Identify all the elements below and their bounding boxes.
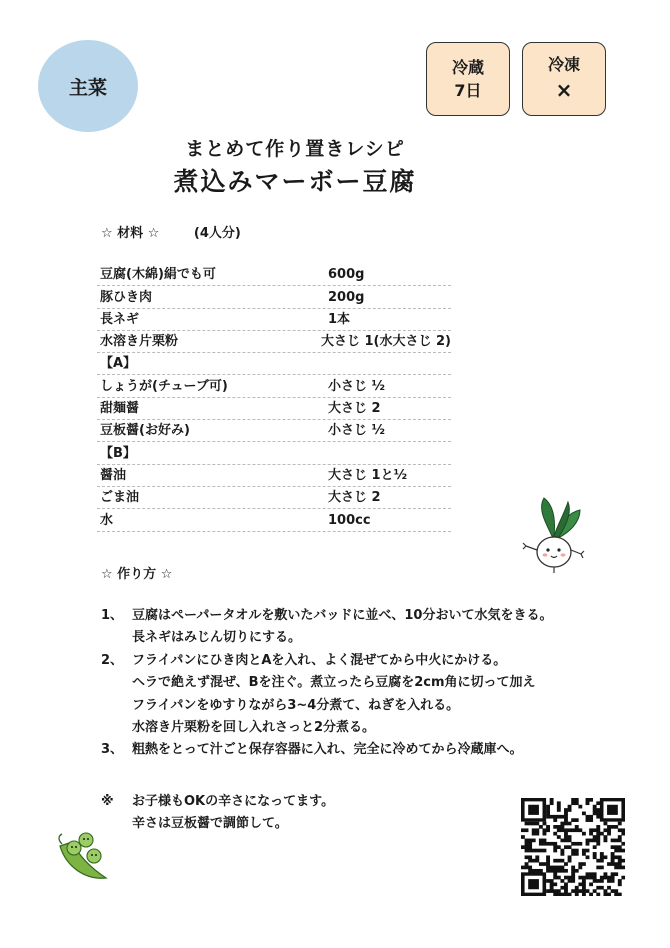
method-steps — [101, 604, 552, 761]
ingredient-row — [97, 375, 451, 397]
step-line — [101, 694, 552, 716]
method-heading: ☆ 作り方 ☆ — [101, 567, 173, 582]
ingredient-amount: 200g — [328, 289, 365, 305]
ingredient-name: 豆腐(木綿)絹でも可 — [100, 267, 216, 283]
ingredient-name: 水溶き片栗粉 — [100, 334, 179, 350]
step-number: 2、 — [101, 652, 124, 668]
note-text: お子様もOKの辛さになってます。 — [132, 794, 335, 809]
ingredient-row — [97, 331, 451, 353]
ingredient-name: 豚ひき肉 — [100, 289, 153, 305]
ingredient-amount: 大さじ 2 — [328, 401, 381, 417]
ingredient-name: 【A】 — [100, 356, 137, 372]
ingredient-amount: 小さじ ½ — [328, 423, 385, 439]
ingredient-name: 【B】 — [100, 445, 136, 461]
ingredient-group-label — [97, 442, 451, 464]
ingredient-row — [97, 420, 451, 442]
ingredient-amount: 600g — [328, 267, 365, 283]
category-badge — [38, 40, 138, 132]
note-block — [101, 790, 334, 834]
ingredient-amount: 大さじ 1(水大さじ 2) — [320, 334, 451, 350]
ingredient-row — [97, 309, 451, 331]
step-number: 3、 — [101, 742, 124, 758]
step-text: ヘラで絶えず混ぜ、Bを注ぐ。煮立ったら豆腐を2cm角に切って加え — [132, 675, 536, 691]
ingredient-name: 豆板醤(お好み) — [100, 423, 190, 439]
step-line — [101, 649, 552, 671]
ingredient-name: 甜麺醤 — [100, 401, 140, 417]
step-line — [101, 738, 552, 760]
qr-code-icon — [521, 798, 625, 896]
ingredient-name: 水 — [100, 512, 114, 528]
turnip-character-icon — [518, 496, 590, 576]
ingredients-heading — [101, 222, 241, 241]
ingredient-row — [97, 465, 451, 487]
step-line — [101, 626, 552, 648]
ingredient-row — [97, 398, 451, 420]
storage-fridge-box — [426, 42, 510, 116]
step-text: 長ネギはみじん切りにする。 — [132, 630, 302, 646]
ingredients-table — [97, 264, 451, 532]
recipe-title: 煮込みマーボー豆腐 — [173, 167, 417, 196]
ingredient-amount: 小さじ ½ — [328, 378, 385, 394]
note-line — [101, 812, 334, 834]
ingredient-amount: 1本 — [328, 311, 351, 327]
step-line — [101, 671, 552, 693]
servings-label: (4人分) — [193, 226, 241, 241]
ingredient-name: ごま油 — [100, 490, 140, 506]
ingredient-amount: 大さじ 2 — [328, 490, 381, 506]
ingredient-name: しょうが(チューブ可) — [100, 378, 228, 394]
storage-fridge-value: 7日 — [454, 81, 482, 100]
ingredient-name: 長ネギ — [100, 311, 140, 327]
ingredient-group-label — [97, 353, 451, 375]
note-mark: ※ — [101, 794, 114, 809]
note-line — [101, 790, 334, 812]
pea-pod-character-icon — [54, 826, 112, 884]
note-text: 辛さは豆板醤で調節して。 — [132, 816, 288, 831]
step-text: フライパンにひき肉とAを入れ、よく混ぜてから中火にかける。 — [132, 652, 507, 668]
step-text: 水溶き片栗粉を回し入れさっと2分煮る。 — [132, 719, 376, 735]
storage-freezer-label: 冷凍 — [547, 54, 580, 74]
ingredient-amount: 大さじ 1と½ — [328, 467, 408, 483]
step-line — [101, 716, 552, 738]
step-number: 1、 — [101, 608, 124, 623]
ingredient-name: 醤油 — [100, 467, 127, 483]
storage-fridge-label: 冷蔵 — [451, 57, 484, 77]
step-line — [101, 604, 552, 626]
ingredients-heading-label: ☆ 材料 ☆ — [101, 226, 160, 241]
ingredient-row — [97, 264, 451, 286]
ingredient-amount: 100cc — [328, 512, 371, 528]
storage-freezer-value: × — [555, 78, 573, 103]
storage-freezer-box — [522, 42, 606, 116]
ingredient-row — [97, 509, 451, 531]
step-text: 豆腐はペーパータオルを敷いたバッドに並べ、10分おいて水気をきる。 — [132, 608, 553, 623]
recipe-subtitle: まとめて作り置きレシピ — [185, 138, 405, 160]
step-text: フライパンをゆすりながら3~4分煮て、ねぎを入れる。 — [132, 697, 460, 713]
ingredient-row — [97, 286, 451, 308]
step-text: 粗熱をとって汁ごと保存容器に入れ、完全に冷めてから冷蔵庫へ。 — [132, 742, 523, 758]
ingredient-row — [97, 487, 451, 509]
category-label: 主菜 — [68, 76, 107, 99]
